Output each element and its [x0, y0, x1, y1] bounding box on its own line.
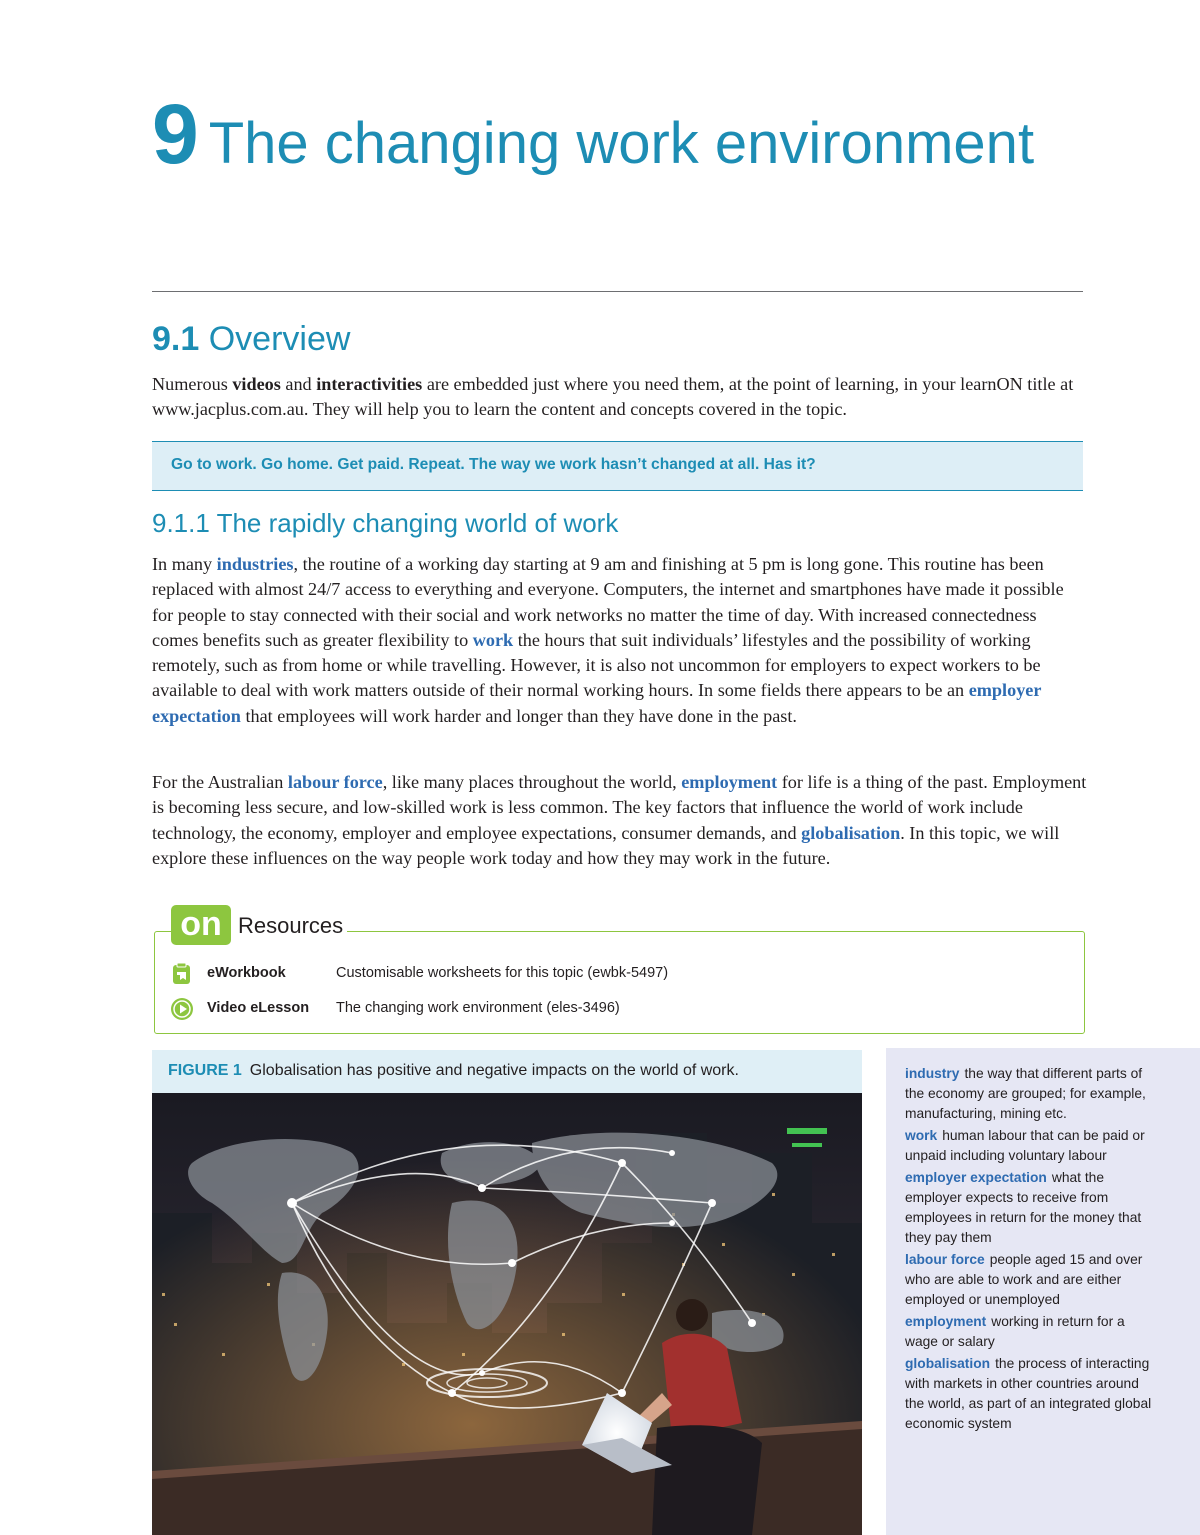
section-paragraph-2: [152, 770, 1087, 871]
text-run: for life is a thing of the past. Employment is becoming less secure, and low-skilled work is less common. The key factors that influence the world of work include technology, the economy, employer and employee expectations, consumer demands, and: [152, 772, 1087, 843]
chapter-title-text: The changing work environment: [208, 111, 1035, 176]
chapter-title: [152, 87, 1092, 181]
overview-paragraph: [152, 372, 1087, 423]
glossary-definition: what the employer expects to receive from employees in return for the money that they pay them: [905, 1170, 1142, 1245]
glossary-term: labour force: [905, 1252, 985, 1267]
text-run: Numerous: [152, 374, 233, 394]
glossary-item: [905, 1168, 1155, 1248]
chapter-divider: [152, 291, 1083, 292]
glossary-term: employment: [905, 1314, 987, 1329]
glossary-item: [905, 1250, 1155, 1310]
keyword-industries[interactable]: industries: [216, 554, 294, 574]
resource-description: Customisable worksheets for this topic (ewbk-5497): [336, 965, 669, 981]
keyword-employer-expectation[interactable]: employer expectation: [152, 680, 1042, 726]
figure-caption-bar: [152, 1050, 862, 1093]
chapter-number: 9: [152, 87, 197, 181]
resource-type: eWorkbook: [207, 965, 286, 981]
text-run: that employees will work harder and longer than they have done in the past.: [240, 705, 797, 726]
text-run: the hours that suit individuals’ lifestyles and the possibility of working remotely, such as from home or while travelling. However, it is also not uncommon for employers to expect workers to be available to deal with work matters outside of their normal working hours. In some fields there appears to be an: [152, 629, 1041, 701]
learnon-badge: on: [171, 905, 231, 945]
glossary-definition: human labour that can be paid or unpaid including voluntary labour: [905, 1128, 1145, 1163]
keyword-work[interactable]: work: [472, 629, 514, 650]
keyword-labour-force[interactable]: labour force: [287, 772, 383, 792]
text-run: For the Australian: [152, 772, 288, 792]
intro-question: Go to work. Go home. Get paid. Repeat. The way we work hasn’t changed at all. Has it?: [171, 456, 816, 473]
text-run: , the routine of a working day starting at 9 am and finishing at 5 pm is long gone. This routine has been replaced with almost 24/7 access to everything and everyone. Computers, the internet and smartphones have made it possible for people to stay connected with their social and work networks no matter the time of day. With increased connectedness comes benefits such as greater flexibility to: [152, 554, 1064, 650]
resource-item-video-elesson[interactable]: [170, 997, 1050, 1023]
glossary-item: [905, 1312, 1155, 1352]
text-run: In many: [152, 554, 217, 574]
overview-heading: [152, 318, 350, 360]
glossary-term: industry: [905, 1066, 960, 1081]
overview-number: 9.1: [152, 320, 200, 358]
keyword-employment[interactable]: employment: [681, 772, 778, 792]
resource-type: Video eLesson: [207, 1000, 310, 1016]
glossary-term: employer expectation: [905, 1170, 1047, 1185]
glossary-item: [905, 1126, 1155, 1166]
text-run: and: [280, 374, 317, 394]
bold-interactivities: interactivities: [316, 374, 423, 394]
resources-title: Resources: [231, 912, 347, 940]
keyword-globalisation[interactable]: globalisation: [801, 822, 901, 843]
text-run: , like many places throughout the world,: [382, 772, 682, 792]
video-play-icon: [170, 997, 194, 1021]
section-paragraph-1: [152, 552, 1087, 729]
glossary-definition: working in return for a wage or salary: [905, 1314, 1125, 1349]
glossary-item: [905, 1354, 1155, 1434]
figure-image-globalisation: [152, 1093, 862, 1535]
section-heading: 9.1.1 The rapidly changing world of work: [152, 508, 619, 538]
text-run: . In this topic, we will explore these influences on the way people work today and how they may work in the future.: [152, 822, 1060, 868]
glossary-item: [905, 1064, 1155, 1124]
figure-label: FIGURE 1: [168, 1062, 242, 1079]
resource-description: The changing work environment (eles-3496): [336, 1000, 620, 1016]
glossary-definition: the way that different parts of the economy are grouped; for example, manufacturing, mining etc.: [905, 1066, 1146, 1121]
overview-title: Overview: [208, 320, 351, 358]
glossary-list: [905, 1064, 1155, 1436]
workbook-icon: [170, 962, 194, 986]
bold-videos: videos: [232, 374, 281, 394]
glossary-definition: the process of interacting with markets in other countries around the world, as part of an integrated global economic system: [905, 1356, 1152, 1431]
intro-box: [152, 441, 1083, 491]
text-run: are embedded just where you need them, at the point of learning, in your learnON title at www.jacplus.com.au. They will help you to learn the content and concepts covered in the topic.: [152, 374, 1074, 420]
glossary-term: globalisation: [905, 1356, 991, 1371]
figure-caption: [168, 1062, 739, 1080]
figure-caption-text: Globalisation has positive and negative impacts on the world of work.: [249, 1062, 739, 1079]
resource-item-eworkbook[interactable]: [170, 962, 1050, 988]
glossary-term: work: [905, 1128, 938, 1143]
glossary-sidebar: [886, 1048, 1200, 1535]
city-network-illustration: [152, 1093, 862, 1535]
glossary-definition: people aged 15 and over who are able to work and are either employed or unemployed: [905, 1252, 1143, 1307]
